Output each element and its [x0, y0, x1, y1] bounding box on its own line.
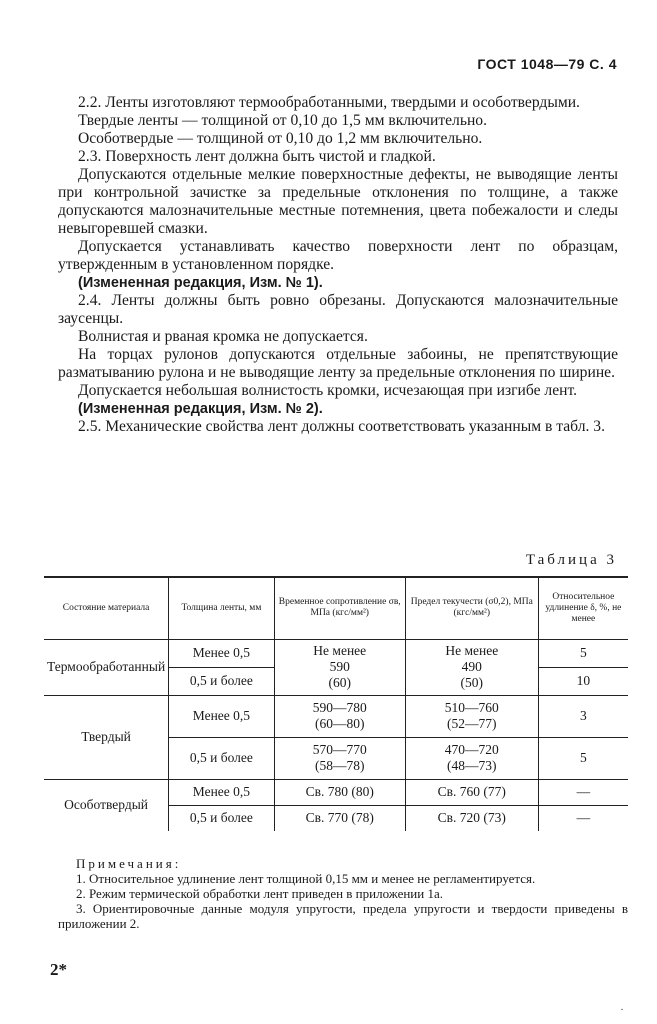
- note-item: 1. Относительное удлинение лент толщиной 0,15 мм и менее не регламентируется.: [76, 871, 536, 886]
- strength-cell: [274, 639, 405, 695]
- note-item: 2. Режим термической обработки лент приведен в приложении 1а.: [76, 886, 443, 901]
- paragraph: Твердые ленты — толщиной от 0,10 до 1,5 мм включительно.: [78, 112, 487, 129]
- elongation-cell: 10: [538, 667, 628, 695]
- table-caption: Таблица 3: [525, 552, 617, 568]
- column-header: Временное сопротивление σв, МПа (кгс/мм²): [274, 577, 405, 639]
- column-header: Толщина ленты, мм: [169, 577, 274, 639]
- page-header: ГОСТ 1048—79 С. 4: [477, 56, 617, 72]
- elongation-cell: 5: [538, 737, 628, 779]
- notes-section: [58, 856, 628, 931]
- strength-line: 590: [329, 659, 350, 674]
- strength-line: (58—78): [314, 758, 365, 773]
- yield-line: Не менее: [445, 643, 499, 658]
- amendment-note: (Измененная редакция, Изм. № 2).: [78, 401, 323, 417]
- state-cell: Особотвердый: [44, 779, 169, 831]
- thickness-cell: 0,5 и более: [169, 737, 274, 779]
- paragraph: Волнистая и рваная кромка не допускается.: [78, 328, 368, 345]
- paragraph: Допускается устанавливать качество поверхности лент по образцам, утвержденным в установленном порядке.: [58, 238, 618, 273]
- table-row: [44, 695, 628, 737]
- yield-line: 490: [461, 659, 482, 674]
- thickness-cell: Менее 0,5: [169, 639, 274, 667]
- paragraph: Допускается небольшая волнистость кромки, исчезающая при изгибе лент.: [78, 382, 578, 399]
- thickness-cell: 0,5 и более: [169, 805, 274, 831]
- elongation-cell: 5: [538, 639, 628, 667]
- strength-line: 590—780: [312, 700, 367, 715]
- yield-cell: Св. 760 (77): [405, 779, 538, 805]
- strength-line: 570—770: [312, 742, 367, 757]
- elongation-cell: —: [538, 779, 628, 805]
- notes-title: Примечания:: [76, 856, 182, 871]
- paragraph: Допускаются отдельные мелкие поверхностные дефекты, не выводящие ленты при контрольной зачистке за предельные отклонения по толщине, а также допускаются малозначительные местные потемнения, цвета побежалости и следы невыгоревшей смазки.: [58, 166, 618, 237]
- paragraph: 2.5. Механические свойства лент должны соответствовать указанным в табл. 3.: [78, 418, 605, 435]
- paragraph: 2.2. Ленты изготовляют термообработанными, твердыми и особотвердыми.: [78, 94, 580, 111]
- yield-line: (50): [460, 675, 484, 690]
- strength-line: Не менее: [313, 643, 367, 658]
- body-text: [58, 94, 618, 436]
- strength-line: (60—80): [314, 716, 365, 731]
- strength-cell: Св. 770 (78): [274, 805, 405, 831]
- yield-cell: Св. 720 (73): [405, 805, 538, 831]
- amendment-note: (Измененная редакция, Изм. № 1).: [78, 275, 323, 291]
- table-header-row: [44, 577, 628, 639]
- state-cell: Термообработанный: [44, 639, 169, 695]
- yield-line: 470—720: [444, 742, 499, 757]
- state-cell: Твердый: [44, 695, 169, 779]
- yield-cell: [405, 737, 538, 779]
- properties-table: [44, 576, 628, 831]
- paragraph: 2.4. Ленты должны быть ровно обрезаны. Допускаются малозначительные заусенцы.: [58, 292, 618, 327]
- paragraph: 2.3. Поверхность лент должна быть чистой и гладкой.: [78, 148, 436, 165]
- page-number: 2*: [50, 960, 67, 979]
- strength-line: (60): [328, 675, 351, 690]
- column-header: Предел текучести (σ0,2), МПа (кгс/мм²): [405, 577, 538, 639]
- strength-cell: [274, 695, 405, 737]
- column-header: Относительное удлинение δ, %, не менее: [538, 577, 628, 639]
- thickness-cell: Менее 0,5: [169, 779, 274, 805]
- yield-cell: [405, 695, 538, 737]
- column-header: Состояние материала: [44, 577, 169, 639]
- thickness-cell: Менее 0,5: [169, 695, 274, 737]
- table-row: [44, 639, 628, 667]
- yield-line: (48—73): [447, 758, 497, 773]
- yield-line: (52—77): [447, 716, 497, 731]
- paragraph: Особотвердые — толщиной от 0,10 до 1,2 мм включительно.: [78, 130, 483, 147]
- elongation-cell: —: [538, 805, 628, 831]
- strength-cell: Св. 780 (80): [274, 779, 405, 805]
- yield-line: 510—760: [444, 700, 499, 715]
- thickness-cell: 0,5 и более: [169, 667, 274, 695]
- strength-cell: [274, 737, 405, 779]
- yield-cell: [405, 639, 538, 695]
- table-row: [44, 779, 628, 805]
- note-item: 3. Ориентировочные данные модуля упругости, предела упругости и твердости приведены в приложении 2.: [58, 901, 628, 931]
- paragraph: На торцах рулонов допускаются отдельные забоины, не препятствующие разматыванию рулона и не выводящие ленту за предельные отклонения по ширине.: [58, 346, 618, 381]
- elongation-cell: 3: [538, 695, 628, 737]
